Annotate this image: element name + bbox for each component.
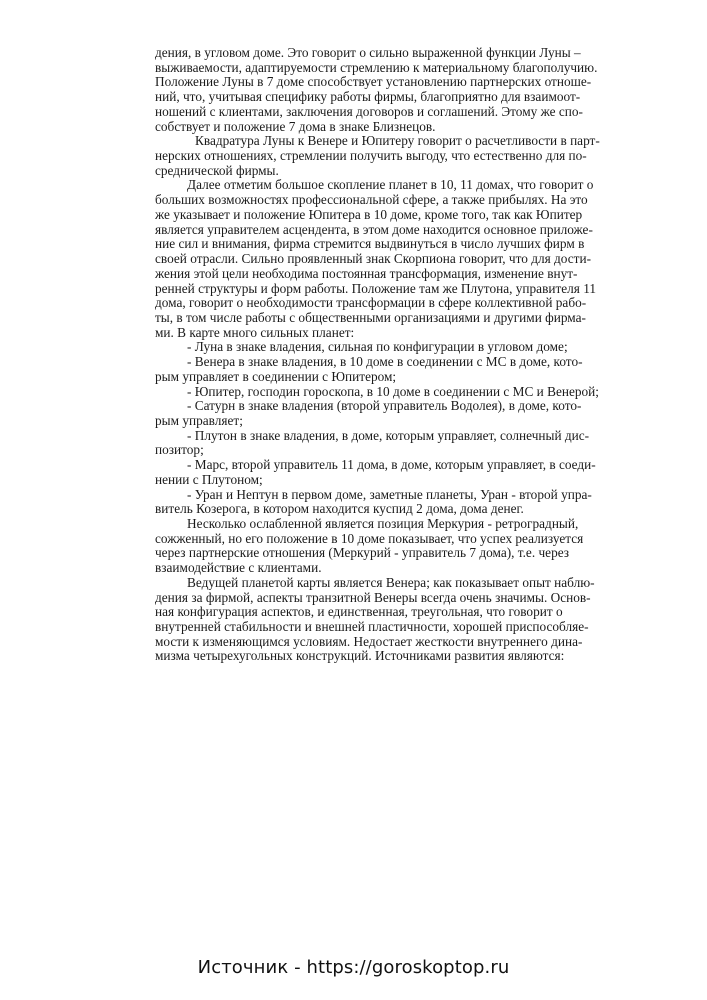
- text-line: - Марс, второй управитель 11 дома, в доме, которым управляет, в соеди-: [187, 457, 596, 473]
- text-line: нерских отношениях, стремлении получить выгоду, что естественно для по-: [155, 148, 587, 164]
- text-line: - Луна в знаке владения, сильная по конфигурации в угловом доме;: [187, 339, 568, 355]
- text-line: же указывает и положение Юпитера в 10 доме, кроме того, так как Юпитер: [155, 206, 583, 222]
- text-line: Далее отметим большое скопление планет в 10, 11 домах, что говорит о: [187, 177, 594, 193]
- text-line: Несколько ослабленной является позиция Меркурия - ретроградный,: [187, 516, 579, 531]
- text-line: Ведущей планетой карты является Венера; как показывает опыт наблю-: [187, 574, 595, 590]
- text-line: ты, в том числе работы с общественными организациями и другими фирма-: [155, 309, 586, 325]
- text-line: мости к изменяющимся условиям. Недостает жесткости внутреннего дина-: [155, 633, 583, 649]
- text-line: жения этой цели необходима постоянная трансформация, изменение внут-: [155, 265, 578, 281]
- text-line: своей отрасли. Сильно проявленный знак Скорпиона говорит, что для дости-: [155, 251, 592, 267]
- source-footer: Источник - https://goroskoptop.ru: [197, 957, 510, 978]
- text-line: ний, что, учитывая специфику работы фирмы, благоприятно для взаимоот-: [155, 89, 581, 105]
- text-line: мизма четырехугольных конструкций. Источниками развития являются:: [155, 648, 565, 664]
- text-line: - Юпитер, господин гороскопа, в 10 доме в соединении с МС и Венерой;: [187, 383, 599, 399]
- document-body: [155, 45, 600, 664]
- text-line: Квадратура Луны к Венере и Юпитеру говорит о расчетливости в парт-: [195, 133, 600, 149]
- text-line: ная конфигурация аспектов, и единственная, треугольная, что говорит о: [155, 604, 563, 620]
- text-line: рым управляет в соединении с Юпитером;: [155, 368, 397, 384]
- text-line: ми. В карте много сильных планет:: [155, 324, 355, 340]
- text-line: дома, говорит о необходимости трансформации в сфере коллективной рабо-: [155, 295, 587, 311]
- text-line: ние сил и внимания, фирма стремится выдвинуться в число лучших фирм в: [155, 236, 585, 252]
- text-line: позитор;: [155, 442, 204, 458]
- text-line: дения, в угловом доме. Это говорит о сильно выраженной функции Луны –: [155, 45, 581, 60]
- text-line: сожженный, но его положение в 10 доме показывает, что успех реализуется: [155, 530, 584, 546]
- text-line: дения за фирмой, аспекты транзитной Венеры всегда очень значимы. Основ-: [155, 589, 591, 605]
- text-line: является управителем асцендента, в этом доме находится основное приложе-: [155, 221, 593, 237]
- text-line: нении с Плутоном;: [155, 471, 263, 487]
- text-line: собствует и положение 7 дома в знаке Близнецов.: [155, 118, 436, 134]
- text-line: среднической фирмы.: [155, 162, 279, 178]
- text-line: - Венера в знаке владения, в 10 доме в соединении с МС в доме, кото-: [187, 354, 583, 370]
- text-line: больших возможностях профессиональной сфере, а также прибылях. На это: [155, 192, 588, 208]
- text-line: Положение Луны в 7 доме способствует установлению партнерских отноше-: [155, 74, 592, 90]
- text-line: - Уран и Нептун в первом доме, заметные планеты, Уран - второй упра-: [187, 486, 592, 502]
- text-line: ношений с клиентами, заключения договоров и соглашений. Этому же спо-: [155, 103, 583, 119]
- text-line: - Плутон в знаке владения, в доме, которым управляет, солнечный дис-: [187, 427, 590, 443]
- text-line: выживаемости, адаптируемости стремлению к материальному благополучию.: [155, 59, 598, 75]
- text-line: рым управляет;: [155, 412, 243, 428]
- text-line: - Сатурн в знаке владения (второй управитель Водолея), в доме, кото-: [187, 398, 582, 414]
- text-line: витель Козерога, в котором находится куспид 2 дома, дома денег.: [155, 501, 524, 517]
- text-line: взаимодействие с клиентами.: [155, 560, 322, 576]
- text-line: внутренней стабильности и внешней пластичности, хорошей приспособляе-: [155, 619, 589, 635]
- text-line: ренней структуры и форм работы. Положение там же Плутона, управителя 11: [155, 280, 597, 296]
- text-line: через партнерские отношения (Меркурий - управитель 7 дома), т.е. через: [155, 545, 570, 561]
